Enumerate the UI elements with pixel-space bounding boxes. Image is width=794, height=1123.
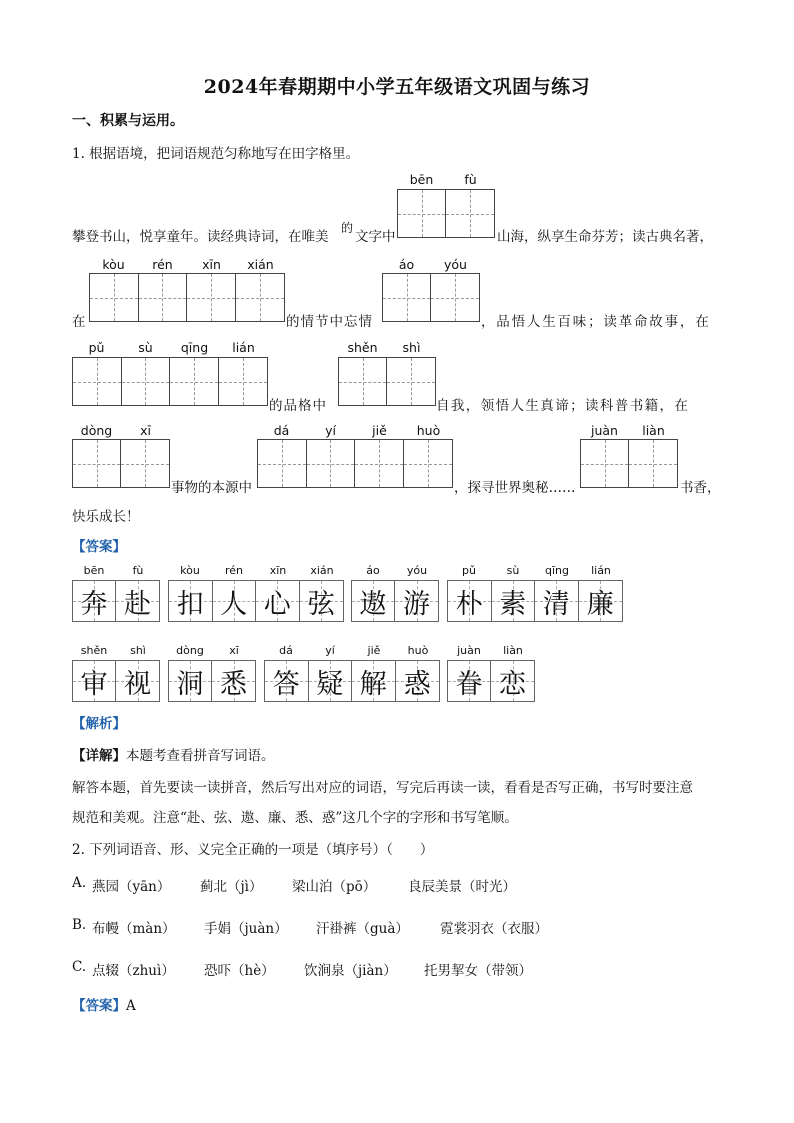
answer-pinyin: xī <box>229 644 239 657</box>
answer-pinyin: sù <box>506 564 520 577</box>
writing-grid-8[interactable] <box>580 439 678 488</box>
grid4-pinyin-3: qīng <box>180 340 209 355</box>
answer-char: 恋 <box>499 668 526 700</box>
q2-option-b-item: 霓裳羽衣（衣服） <box>440 921 548 937</box>
writing-grid-1[interactable] <box>397 189 495 238</box>
answer-pinyin: liàn <box>503 644 523 657</box>
q2-option-b-label: B. <box>72 917 87 933</box>
q2-option-c-item: 恐吓（hè） <box>204 963 275 979</box>
grid2-pinyin-3: xīn <box>202 257 221 272</box>
answer-char: 解 <box>359 668 387 700</box>
q1-line4-c: 书香， <box>680 480 721 496</box>
analysis-label: 【解析】 <box>72 716 126 732</box>
page-title: 2024年春期期中小学五年级语文巩固与练习 <box>203 76 591 98</box>
answer-pinyin: shì <box>130 644 146 657</box>
q1-line2-b: 的情节中忘情 <box>286 314 373 330</box>
grid8-pinyin-1: juàn <box>591 423 618 438</box>
q2-answer-label: 【答案】 <box>72 998 126 1014</box>
answer-pinyin: lián <box>591 564 611 577</box>
writing-grid-4[interactable] <box>72 357 268 406</box>
answer-char: 悉 <box>220 668 247 700</box>
q2-option-c-item: 饮涧泉（jiàn） <box>304 963 397 979</box>
q2-option-a-item: 蓟北（jì） <box>200 879 263 895</box>
answer-pinyin: huò <box>407 644 429 657</box>
answer-pinyin: pǔ <box>462 564 476 577</box>
q2-option-a-item: 燕园（yān） <box>92 879 171 895</box>
detail-text: 本题考查看拼音写词语。 <box>126 748 275 764</box>
grid2-pinyin-1: kòu <box>102 257 125 272</box>
answer-char: 弦 <box>307 588 335 620</box>
q2-answer-line <box>72 994 136 1014</box>
detail-line <box>72 744 275 764</box>
q1-line3-a: 的品格中 <box>269 398 327 414</box>
answer-grid-5 <box>72 660 160 702</box>
q1-line2-a: 在 <box>72 314 86 330</box>
explain-line-2: 规范和美观。注意“赴、弦、遨、廉、悉、惑”这几个字的字形和书写笔顺。 <box>72 810 518 826</box>
answer-grid-8 <box>447 660 535 702</box>
grid5-pinyin-1: shěn <box>347 340 378 355</box>
answer-pinyin: kòu <box>180 564 200 577</box>
grid4-pinyin-4: lián <box>232 340 255 355</box>
q2-answer-value: A <box>126 998 136 1014</box>
q2-option-c-item: 点辍（zhuì） <box>92 963 175 979</box>
answer-char: 眷 <box>455 668 483 700</box>
grid3-pinyin-2: yóu <box>444 257 467 272</box>
q1-line1-c: 山海，纵享生命芬芳；读古典名著， <box>497 229 713 245</box>
answer-pinyin: jiě <box>367 644 381 657</box>
q2-stem: 2. 下列词语音、形、义完全正确的一项是（填序号）（ ） <box>72 842 434 858</box>
grid7-pinyin-3: jiě <box>372 423 387 438</box>
answer-pinyin: bēn <box>83 564 105 577</box>
answer-char: 廉 <box>586 588 614 620</box>
answer-char: 赴 <box>124 588 151 620</box>
detail-label: 【详解】 <box>72 748 126 764</box>
grid2-pinyin-4: xián <box>247 257 274 272</box>
answer-char: 疑 <box>316 668 344 700</box>
answer-char: 审 <box>80 668 108 700</box>
writing-grid-5[interactable] <box>338 357 436 406</box>
section-heading: 一、积累与运用。 <box>72 113 184 129</box>
answer-pinyin: áo <box>366 564 380 577</box>
answer-label: 【答案】 <box>72 539 126 555</box>
grid3-pinyin-1: áo <box>398 257 415 272</box>
grid4-pinyin-1: pǔ <box>88 340 105 355</box>
answer-grid-3 <box>351 580 439 622</box>
writing-grid-6[interactable] <box>72 439 170 488</box>
answer-pinyin: yí <box>325 644 335 657</box>
grid1-pinyin-2: fù <box>464 172 477 187</box>
q2-option-c-item: 托男挈女（带领） <box>424 963 532 979</box>
answer-pinyin: rén <box>224 564 244 577</box>
grid6-pinyin-2: xī <box>140 423 151 438</box>
answer-char: 遨 <box>359 588 387 620</box>
writing-grid-7[interactable] <box>257 439 453 488</box>
q2-option-b-item: 手娟（juàn） <box>204 921 288 937</box>
answer-grid-7 <box>264 660 440 702</box>
answer-pinyin: qīng <box>545 564 569 577</box>
q1-stem: 1. 根据语境，把词语规范匀称地写在田字格里。 <box>72 146 360 162</box>
q1-line4-b: ，探寻世界奥秘…… <box>454 480 576 496</box>
answer-char: 朴 <box>455 588 483 620</box>
answer-grid-4 <box>447 580 623 622</box>
answer-char: 心 <box>263 588 291 620</box>
grid7-pinyin-4: huò <box>416 423 441 438</box>
q2-option-a-item: 梁山泊（pō） <box>292 879 377 895</box>
answer-char: 视 <box>124 668 151 700</box>
q1-line5: 快乐成长！ <box>72 509 140 525</box>
q2-option-b-item: 汗褂裤（guà） <box>316 921 409 937</box>
explain-line-1: 解答本题，首先要读一读拼音，然后写出对应的词语，写完后再读一读，看看是否写正确，书写时要注意 <box>72 780 693 796</box>
q2-option-a-label: A. <box>72 875 87 891</box>
writing-grid-2[interactable] <box>89 273 285 322</box>
grid2-pinyin-2: rén <box>152 257 173 272</box>
grid4-pinyin-2: sù <box>138 340 153 355</box>
answer-char: 惑 <box>403 668 431 700</box>
grid6-pinyin-1: dòng <box>80 423 113 438</box>
answer-char: 人 <box>220 588 248 620</box>
grid7-pinyin-1: dá <box>273 423 290 438</box>
grid8-pinyin-2: liàn <box>642 423 665 438</box>
grid1-pinyin-1: bēn <box>409 172 434 187</box>
answer-grid-6 <box>168 660 256 702</box>
answer-char: 游 <box>403 588 430 620</box>
q2-option-a-item: 良辰美景（时光） <box>408 879 516 895</box>
answer-char: 扣 <box>176 588 204 620</box>
grid7-pinyin-2: yí <box>325 423 336 438</box>
answer-pinyin: fù <box>132 564 144 577</box>
answer-pinyin: dá <box>279 644 293 657</box>
q2-option-b-item: 布幔（màn） <box>92 921 176 937</box>
q1-line1-a: 攀登书山，悦享童年。读经典诗词，在唯美 <box>72 229 329 245</box>
answer-char: 清 <box>542 588 570 620</box>
answer-char: 答 <box>272 668 300 700</box>
writing-grid-3[interactable] <box>382 273 480 322</box>
grid5-pinyin-2: shì <box>402 340 421 355</box>
q1-line1-b: 文字中 <box>355 229 396 245</box>
answer-char: 奔 <box>80 588 108 620</box>
q1-line3-b: 自我，领悟人生真谛；读科普书籍，在 <box>436 398 690 414</box>
answer-char: 素 <box>499 588 527 620</box>
answer-pinyin: xián <box>310 564 334 577</box>
q1-line2-c: ，品悟人生百味；读革命故事，在 <box>481 314 711 330</box>
answer-char: 洞 <box>176 668 204 700</box>
answer-pinyin: dòng <box>176 644 204 657</box>
answer-grid-1 <box>72 580 160 622</box>
answer-pinyin: shěn <box>80 644 108 657</box>
answer-pinyin: yóu <box>406 564 428 577</box>
answer-pinyin: xīn <box>269 564 287 577</box>
q1-line1-de: 的 <box>341 221 354 235</box>
q2-option-c-label: C. <box>72 959 87 975</box>
q1-line4-a: 事物的本源中 <box>171 480 252 496</box>
answer-grid-2 <box>168 580 344 622</box>
answer-pinyin: juàn <box>457 644 481 657</box>
